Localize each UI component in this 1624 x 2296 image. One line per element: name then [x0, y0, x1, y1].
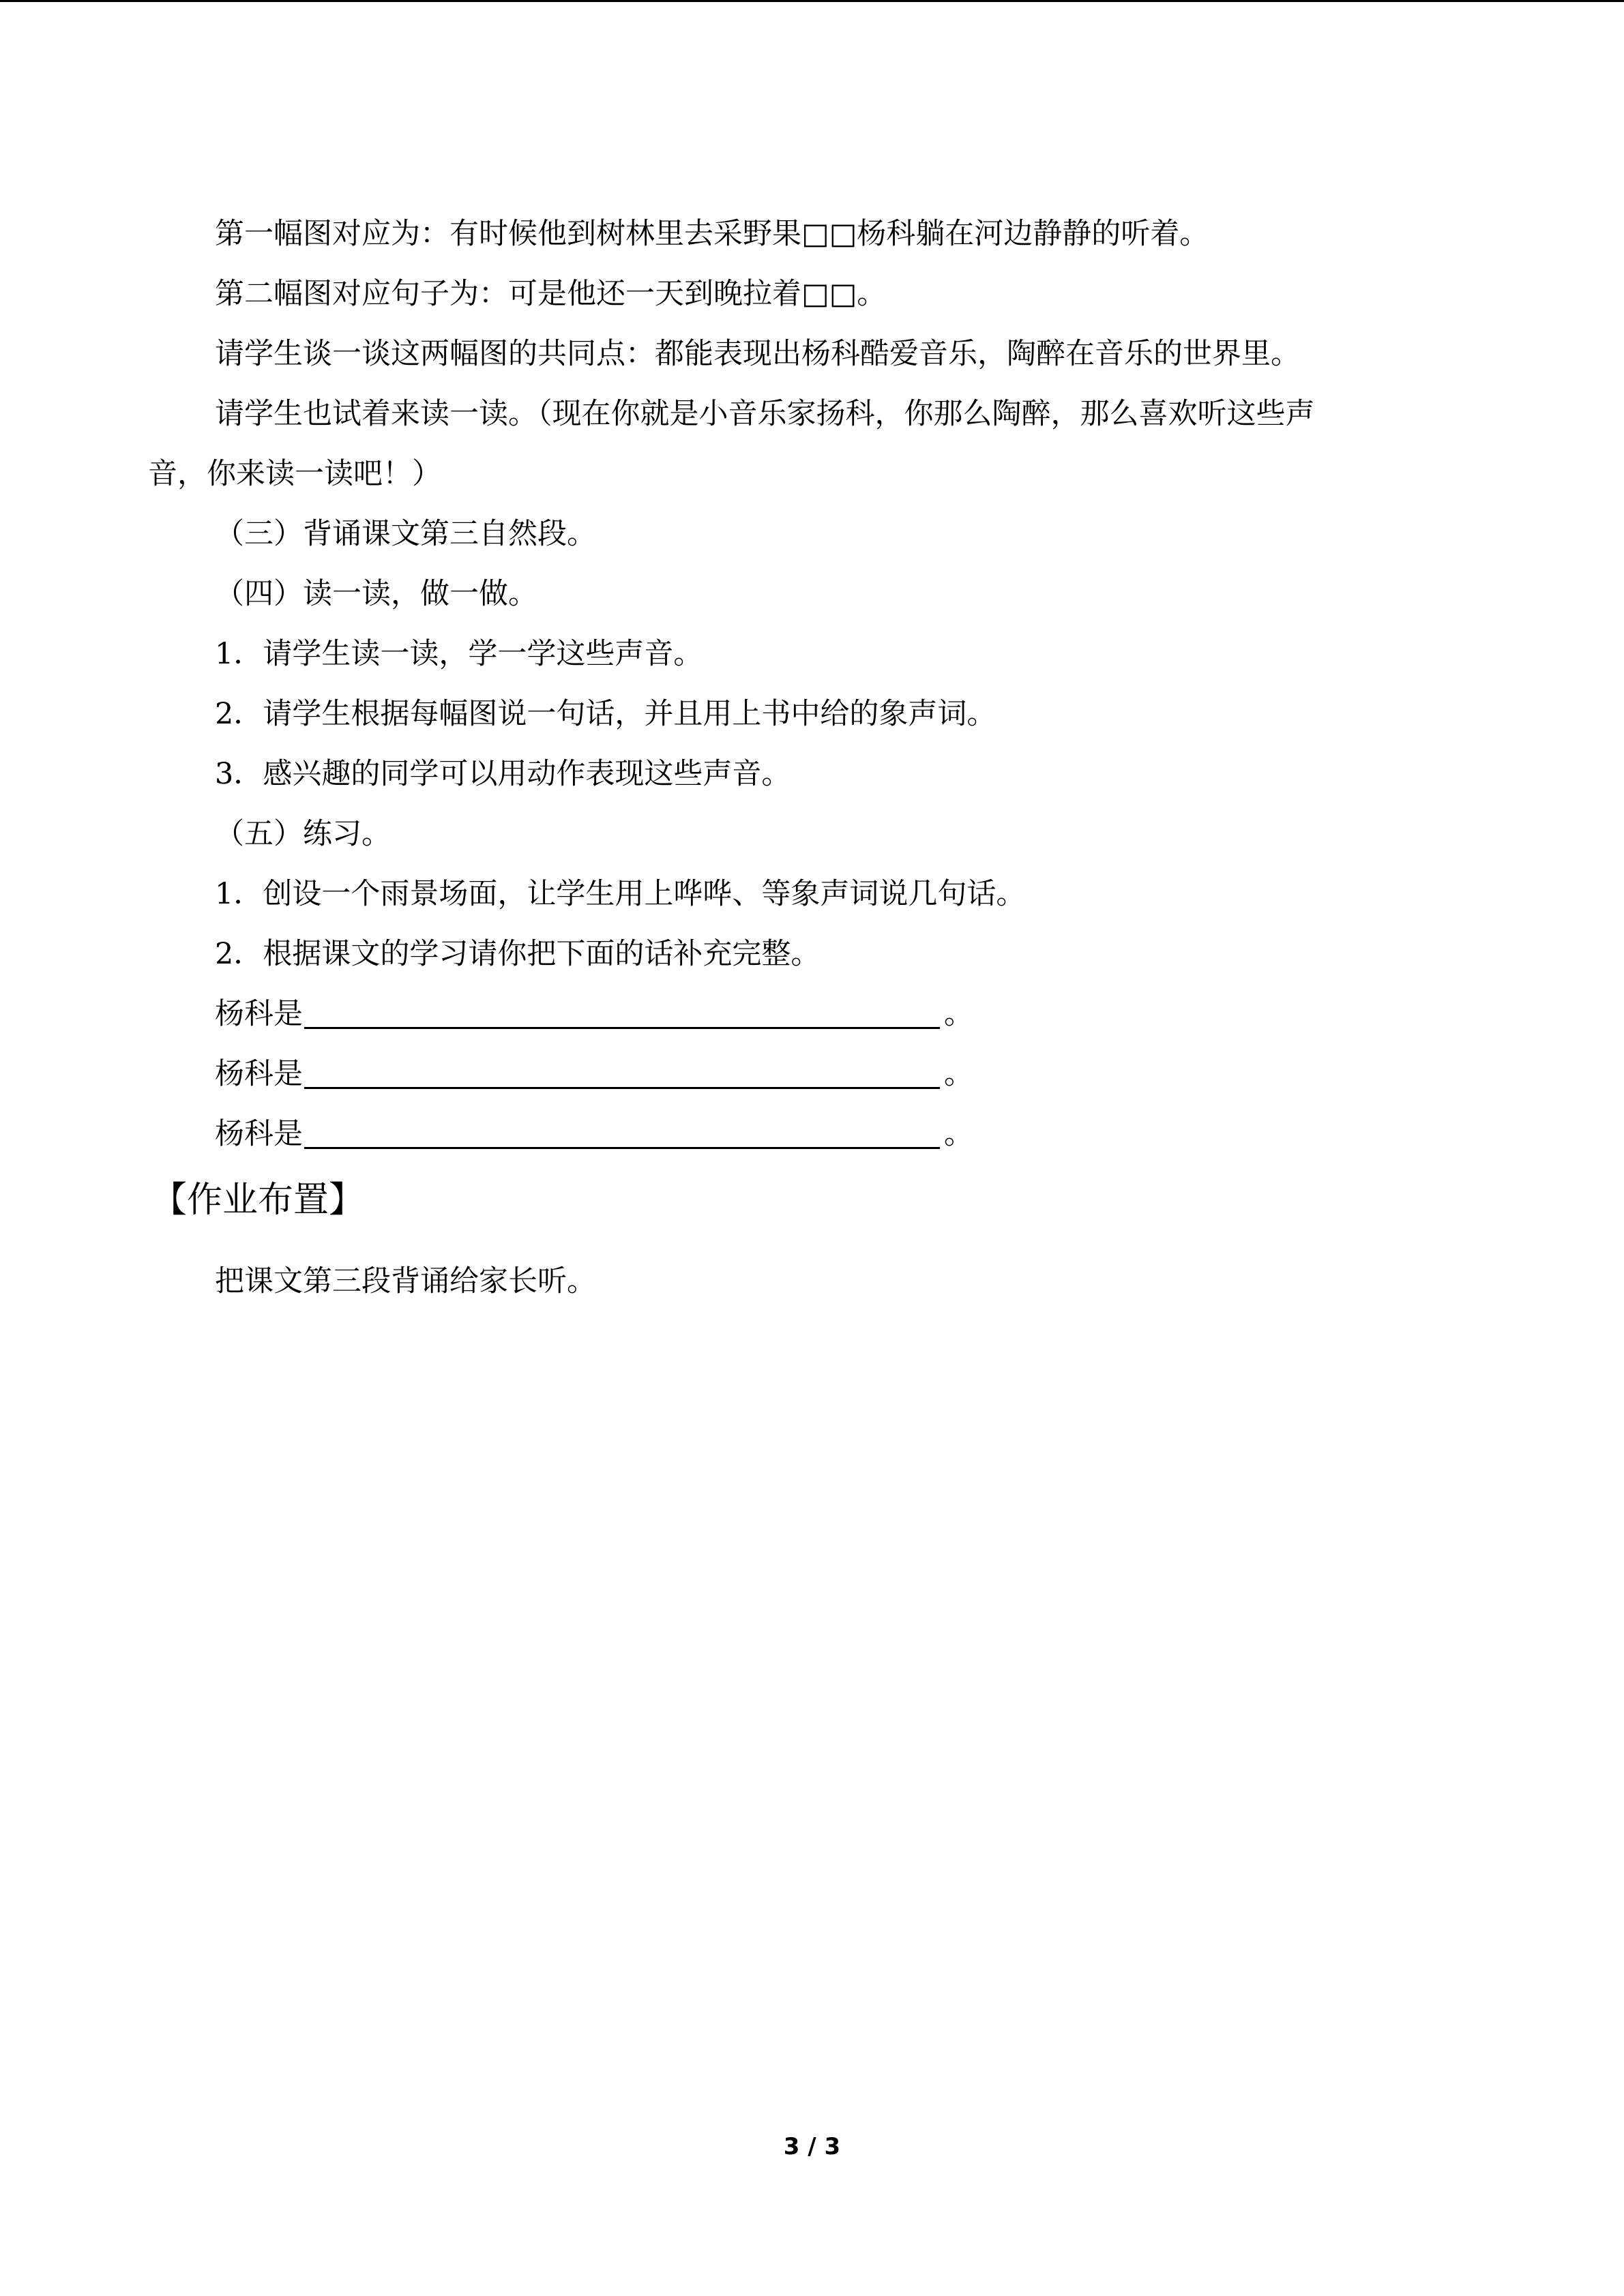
section-five-title: （五）练习。: [215, 817, 391, 851]
homework-heading: 【作业布置】: [151, 1180, 365, 1221]
fill-in-blank-line: [304, 1147, 940, 1149]
fill-in-blank-line: [304, 1087, 940, 1089]
fill-in-prefix: 杨科是: [215, 997, 303, 1031]
paragraph-common-points: 请学生谈一谈这两幅图的共同点：都能表现出杨科酷爱音乐，陶醉在音乐的世界里。: [215, 337, 1300, 371]
paragraph-read-aloud-line-1: 请学生也试着来读一读。（现在你就是小音乐家扬科，你那么陶醉，那么喜欢听这些声: [215, 397, 1315, 431]
homework-text: 把课文第三段背诵给家长听。: [215, 1264, 596, 1298]
fill-in-blank-line: [304, 1027, 940, 1029]
paragraph-read-aloud-line-2: 音，你来读一读吧！）: [148, 457, 441, 491]
section-three-title: （三）背诵课文第三自然段。: [215, 517, 596, 551]
section-four-item-3: 3．感兴趣的同学可以用动作表现这些声音。: [215, 757, 791, 791]
fill-in-row-3: [215, 1114, 973, 1154]
fill-in-prefix: 杨科是: [215, 1057, 303, 1091]
fill-in-period: 。: [944, 1117, 973, 1151]
section-five-item-1: 1．创设一个雨景场面，让学生用上哗哗、等象声词说几句话。: [215, 877, 1026, 911]
fill-in-period: 。: [944, 997, 973, 1031]
section-four-item-2: 2．请学生根据每幅图说一句话，并且用上书中给的象声词。: [215, 697, 996, 731]
fill-in-row-2: [215, 1054, 973, 1094]
paragraph-second-picture: 第二幅图对应句子为：可是他还一天到晚拉着□□。: [215, 277, 887, 311]
paragraph-first-picture: 第一幅图对应为：有时候他到树林里去采野果□□杨科躺在河边静静的听着。: [215, 217, 1209, 251]
fill-in-prefix: 杨科是: [215, 1117, 303, 1151]
section-four-title: （四）读一读，做一做。: [215, 577, 537, 611]
section-five-item-2: 2．根据课文的学习请你把下面的话补充完整。: [215, 937, 821, 971]
section-four-item-1: 1．请学生读一读，学一学这些声音。: [215, 637, 703, 671]
fill-in-period: 。: [944, 1057, 973, 1091]
page-number: 3 / 3: [783, 2133, 841, 2160]
fill-in-row-1: [215, 994, 973, 1034]
